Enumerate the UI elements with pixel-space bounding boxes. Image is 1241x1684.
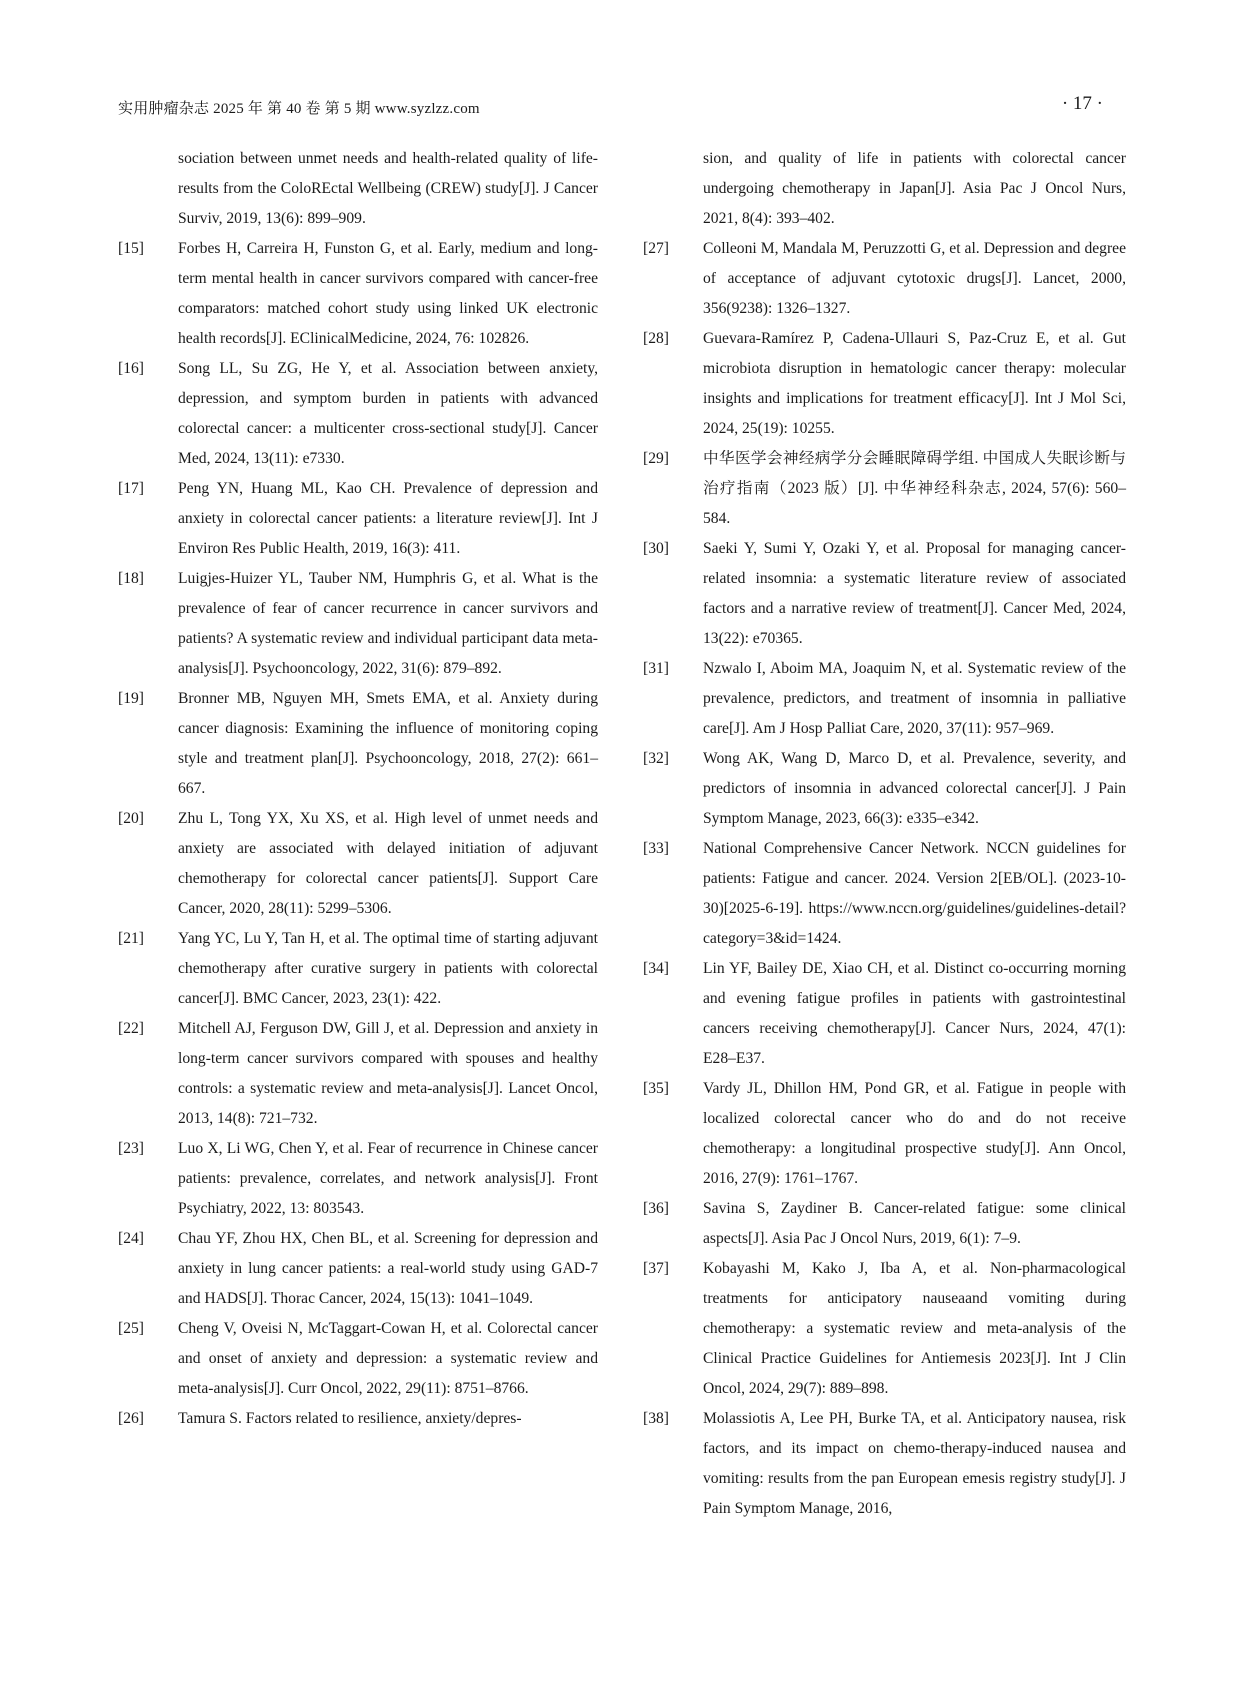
reference-text: 中华医学会神经病学分会睡眠障碍学组. 中国成人失眠诊断与治疗指南（2023 版）[J]. 中华神经科杂志, 2024, 57(6): 560–584.: [703, 450, 1126, 527]
reference-item: [643, 1254, 1126, 1404]
reference-column-right: [643, 144, 1126, 1524]
reference-number: [33]: [643, 840, 669, 857]
reference-text: Chau YF, Zhou HX, Chen BL, et al. Screening for depression and anxiety in lung cancer patients: a real-world study using GAD-7 and HADS[J]. Thorac Cancer, 2024, 15(13): 1041–1049.: [178, 1230, 598, 1307]
reference-number: [36]: [643, 1200, 669, 1217]
reference-text: Yang YC, Lu Y, Tan H, et al. The optimal time of starting adjuvant chemotherapy after curative surgery in patients with colorectal cancer[J]. BMC Cancer, 2023, 23(1): 422.: [178, 930, 598, 1007]
reference-item: [118, 1404, 598, 1434]
reference-number: [21]: [118, 930, 144, 947]
reference-number: [38]: [643, 1410, 669, 1427]
reference-item: [118, 1134, 598, 1224]
journal-info: 实用肿瘤杂志 2025 年 第 40 卷 第 5 期 www.syzlzz.com: [118, 101, 480, 117]
reference-number: [24]: [118, 1230, 144, 1247]
reference-text: Mitchell AJ, Ferguson DW, Gill J, et al. Depression and anxiety in long-term cancer survivors compared with spouses and healthy controls: a systematic review and meta-analysis[J]. Lancet Oncol, 2013, 14(8): 721–732.: [178, 1020, 598, 1127]
reference-number: [29]: [643, 450, 669, 467]
reference-item: [643, 144, 1126, 234]
reference-text: Wong AK, Wang D, Marco D, et al. Prevalence, severity, and predictors of insomnia in advanced colorectal cancer[J]. J Pain Symptom Manage, 2023, 66(3): e335–e342.: [703, 750, 1126, 827]
reference-item: [118, 1224, 598, 1314]
reference-column-left: [118, 144, 598, 1434]
reference-item: [118, 1014, 598, 1134]
reference-text: Colleoni M, Mandala M, Peruzzotti G, et al. Depression and degree of acceptance of adjuvant cytotoxic drugs[J]. Lancet, 2000, 356(9238): 1326–1327.: [703, 240, 1126, 317]
reference-text: Luigjes-Huizer YL, Tauber NM, Humphris G, et al. What is the prevalence of fear of cancer recurrence in cancer survivors and patients? A systematic review and individual participant data meta-analysis[J]. Psychooncology, 2022, 31(6): 879–892.: [178, 570, 598, 677]
reference-number: [34]: [643, 960, 669, 977]
reference-item: [643, 534, 1126, 654]
running-header: [118, 93, 1103, 123]
reference-number: [28]: [643, 330, 669, 347]
reference-text: Lin YF, Bailey DE, Xiao CH, et al. Distinct co-occurring morning and evening fatigue profiles in patients with gastrointestinal cancers receiving chemotherapy[J]. Cancer Nurs, 2024, 47(1): E28–E37.: [703, 960, 1126, 1067]
reference-text: Peng YN, Huang ML, Kao CH. Prevalence of depression and anxiety in colorectal cancer patients: a literature review[J]. Int J Environ Res Public Health, 2019, 16(3): 411.: [178, 480, 598, 557]
reference-text: Savina S, Zaydiner B. Cancer-related fatigue: some clinical aspects[J]. Asia Pac J Oncol Nurs, 2019, 6(1): 7–9.: [703, 1200, 1126, 1247]
reference-number: [25]: [118, 1320, 144, 1337]
reference-item: [643, 954, 1126, 1074]
reference-number: [27]: [643, 240, 669, 257]
reference-item: [643, 744, 1126, 834]
reference-text: Forbes H, Carreira H, Funston G, et al. Early, medium and long-term mental health in cancer survivors compared with cancer-free comparators: matched cohort study using linked UK electronic health records[J]. EClinicalMedicine, 2024, 76: 102826.: [178, 240, 598, 347]
reference-number: [16]: [118, 360, 144, 377]
reference-number: [22]: [118, 1020, 144, 1037]
reference-text: Song LL, Su ZG, He Y, et al. Association between anxiety, depression, and symptom burden in patients with advanced colorectal cancer: a multicenter cross-sectional study[J]. Cancer Med, 2024, 13(11): e7330.: [178, 360, 598, 467]
page-number: · 17 ·: [1061, 93, 1103, 114]
reference-item: [643, 1074, 1126, 1194]
reference-text: National Comprehensive Cancer Network. NCCN guidelines for patients: Fatigue and cancer. 2024. Version 2[EB/OL]. (2023-10-30)[2025-6-19]. https://www.nccn.org/guidelines/guidelines-detail?category=3&id=1424.: [703, 840, 1126, 947]
reference-text: Zhu L, Tong YX, Xu XS, et al. High level of unmet needs and anxiety are associated with delayed initiation of adjuvant chemotherapy for colorectal cancer patients[J]. Support Care Cancer, 2020, 28(11): 5299–5306.: [178, 810, 598, 917]
reference-number: [35]: [643, 1080, 669, 1097]
reference-text: Tamura S. Factors related to resilience, anxiety/depres-: [178, 1410, 522, 1427]
reference-number: [17]: [118, 480, 144, 497]
reference-text: Luo X, Li WG, Chen Y, et al. Fear of recurrence in Chinese cancer patients: prevalence, correlates, and network analysis[J]. Front Psychiatry, 2022, 13: 803543.: [178, 1140, 598, 1217]
reference-number: [30]: [643, 540, 669, 557]
reference-text: Bronner MB, Nguyen MH, Smets EMA, et al. Anxiety during cancer diagnosis: Examining the influence of monitoring coping style and treatment plan[J]. Psychooncology, 2018, 27(2): 661–667.: [178, 690, 598, 797]
reference-number: [26]: [118, 1410, 144, 1427]
reference-item: [118, 234, 598, 354]
reference-item: [643, 444, 1126, 534]
reference-item: [118, 564, 598, 684]
reference-number: [18]: [118, 570, 144, 587]
reference-text: Guevara-Ramírez P, Cadena-Ullauri S, Paz-Cruz E, et al. Gut microbiota disruption in hematologic cancer therapy: molecular insights and implications for treatment efficacy[J]. Int J Mol Sci, 2024, 25(19): 10255.: [703, 330, 1126, 437]
reference-text: Saeki Y, Sumi Y, Ozaki Y, et al. Proposal for managing cancer-related insomnia: a systematic literature review of associated factors and a narrative review of treatment[J]. Cancer Med, 2024, 13(22): e70365.: [703, 540, 1126, 647]
reference-item: [643, 234, 1126, 324]
reference-text: Cheng V, Oveisi N, McTaggart-Cowan H, et al. Colorectal cancer and onset of anxiety and depression: a systematic review and meta-analysis[J]. Curr Oncol, 2022, 29(11): 8751–8766.: [178, 1320, 598, 1397]
reference-item: [643, 1404, 1126, 1524]
reference-item: [118, 144, 598, 234]
reference-text: sociation between unmet needs and health-related quality of life-results from the ColoREctal Wellbeing (CREW) study[J]. J Cancer Surviv, 2019, 13(6): 899–909.: [178, 150, 598, 227]
reference-text: Nzwalo I, Aboim MA, Joaquim N, et al. Systematic review of the prevalence, predictors, and treatment of insomnia in palliative care[J]. Am J Hosp Palliat Care, 2020, 37(11): 957–969.: [703, 660, 1126, 737]
reference-number: [15]: [118, 240, 144, 257]
reference-number: [37]: [643, 1260, 669, 1277]
reference-text: Kobayashi M, Kako J, Iba A, et al. Non-pharmacological treatments for anticipatory nauseaand vomiting during chemotherapy: a systematic review and meta-analysis of the Clinical Practice Guidelines for Antiemesis 2023[J]. Int J Clin Oncol, 2024, 29(7): 889–898.: [703, 1260, 1126, 1397]
reference-item: [643, 654, 1126, 744]
reference-item: [118, 924, 598, 1014]
reference-item: [118, 684, 598, 804]
reference-number: [23]: [118, 1140, 144, 1157]
reference-text: Vardy JL, Dhillon HM, Pond GR, et al. Fatigue in people with localized colorectal cancer who do and do not receive chemotherapy: a longitudinal prospective study[J]. Ann Oncol, 2016, 27(9): 1761–1767.: [703, 1080, 1126, 1187]
reference-item: [643, 324, 1126, 444]
reference-item: [118, 804, 598, 924]
reference-number: [32]: [643, 750, 669, 767]
reference-text: sion, and quality of life in patients with colorectal cancer undergoing chemotherapy in Japan[J]. Asia Pac J Oncol Nurs, 2021, 8(4): 393–402.: [703, 150, 1126, 227]
reference-number: [31]: [643, 660, 669, 677]
reference-number: [20]: [118, 810, 144, 827]
reference-text: Molassiotis A, Lee PH, Burke TA, et al. Anticipatory nausea, risk factors, and its impact on chemo-therapy-induced nausea and vomiting: results from the pan European emesis registry study[J]. J Pain Symptom Manage, 2016,: [703, 1410, 1126, 1517]
reference-item: [643, 834, 1126, 954]
reference-number: [19]: [118, 690, 144, 707]
reference-item: [643, 1194, 1126, 1254]
reference-item: [118, 474, 598, 564]
reference-item: [118, 354, 598, 474]
reference-item: [118, 1314, 598, 1404]
